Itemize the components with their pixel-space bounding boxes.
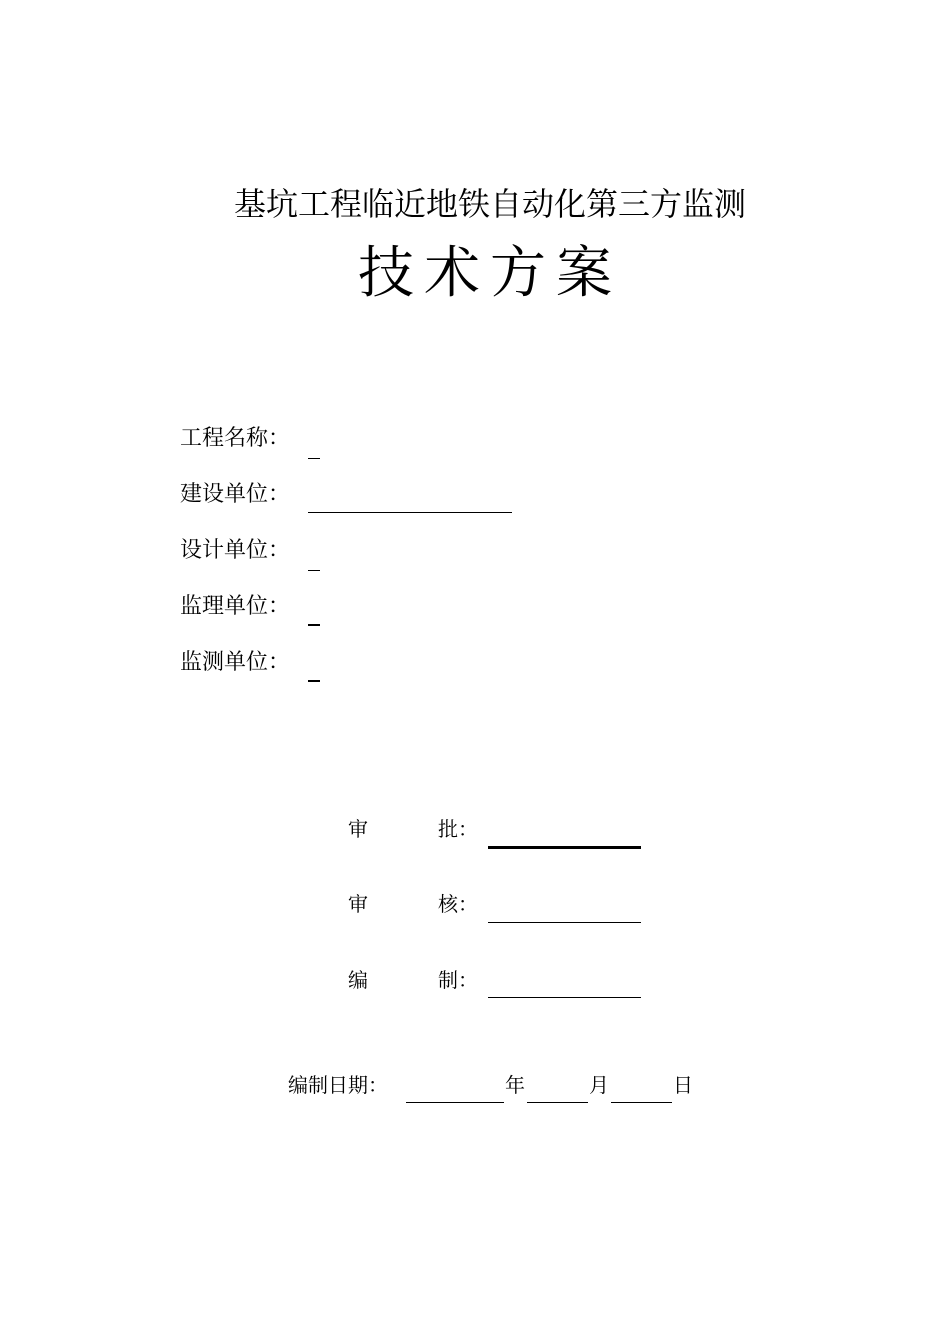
monitoring-unit-field[interactable] xyxy=(308,680,320,682)
project-name-field[interactable] xyxy=(308,458,320,459)
date-day-field[interactable] xyxy=(611,1102,672,1103)
document-subtitle: 技术方案 xyxy=(358,241,622,306)
date-month-label: 月 xyxy=(589,1073,609,1097)
approve-signature-field[interactable] xyxy=(488,846,641,849)
review-label-char1: 审 xyxy=(348,892,368,916)
field-label-project-name: 工程名称： xyxy=(180,426,291,451)
document-title: 基坑工程临近地铁自动化第三方监测 xyxy=(233,185,746,223)
date-year-label: 年 xyxy=(505,1073,525,1097)
date-month-field[interactable] xyxy=(527,1102,588,1103)
compile-label-char2: 制： xyxy=(438,968,478,992)
field-label-supervision-unit: 监理单位： xyxy=(180,594,291,619)
design-unit-field[interactable] xyxy=(308,570,320,571)
field-label-design-unit: 设计单位： xyxy=(180,538,291,563)
review-label-char2: 核： xyxy=(438,892,478,916)
field-label-monitoring-unit: 监测单位： xyxy=(180,650,291,675)
supervision-unit-field[interactable] xyxy=(308,624,320,626)
date-year-field[interactable] xyxy=(406,1102,504,1103)
approve-label-char1: 审 xyxy=(348,817,368,841)
date-label: 编制日期： xyxy=(288,1073,388,1097)
approve-label-char2: 批： xyxy=(438,817,478,841)
compile-signature-field[interactable] xyxy=(488,997,641,998)
field-label-construction-unit: 建设单位： xyxy=(180,482,291,507)
review-signature-field[interactable] xyxy=(488,922,641,923)
construction-unit-field[interactable] xyxy=(308,512,512,513)
date-day-label: 日 xyxy=(673,1073,693,1097)
compile-label-char1: 编 xyxy=(348,968,368,992)
